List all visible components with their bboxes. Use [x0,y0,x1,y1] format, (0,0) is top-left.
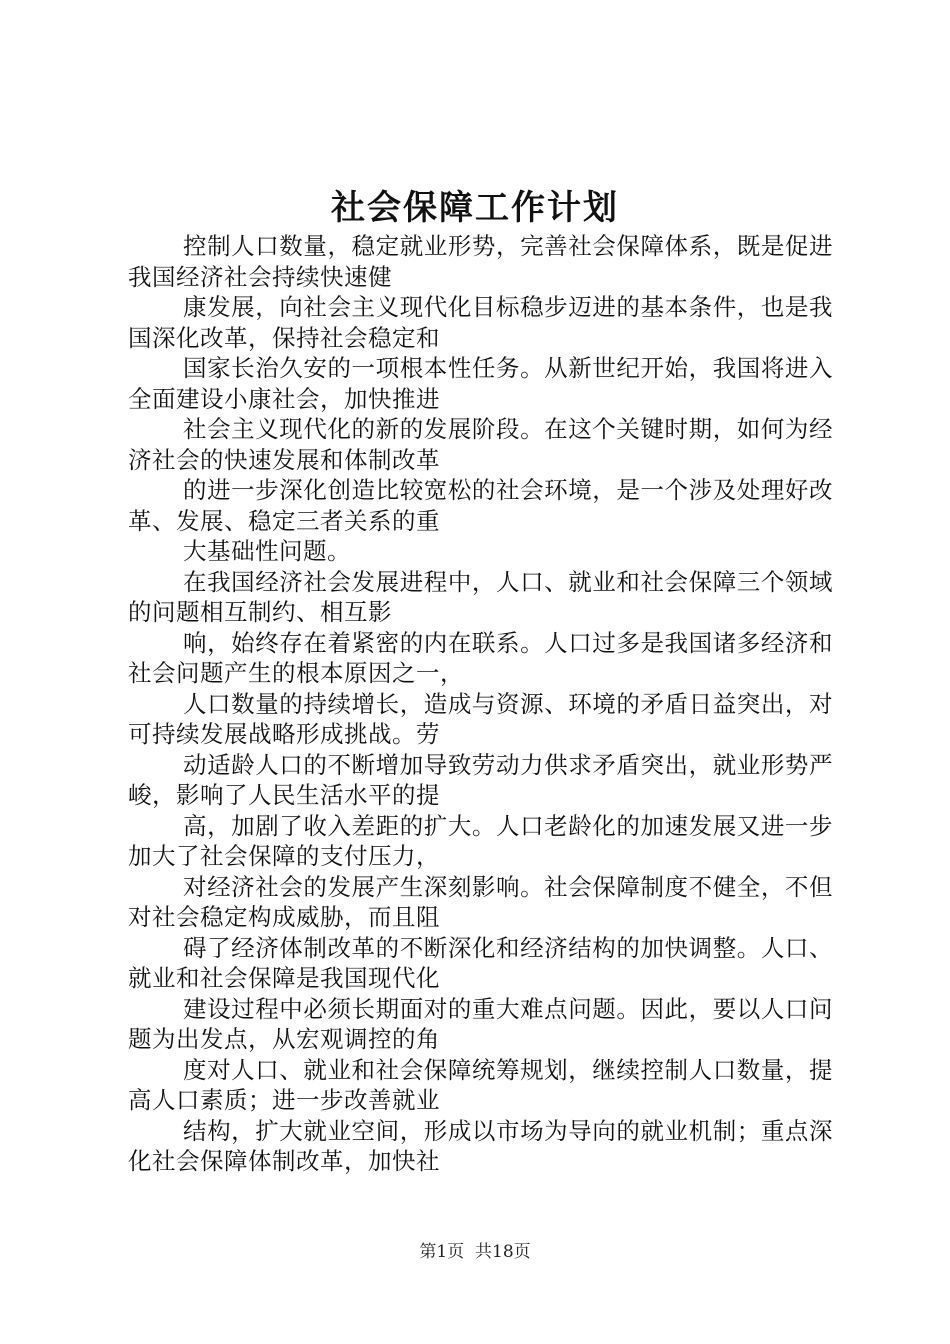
paragraph: 高，加剧了收入差距的扩大。人口老龄化的加速发展又进一步加大了社会保障的支付压力， [128,811,833,870]
paragraph: 动适龄人口的不断增加导致劳动力供求矛盾突出，就业形势严峻，影响了人民生活水平的提 [128,750,833,809]
paragraph: 康发展，向社会主义现代化目标稳步迈进的基本条件，也是我国深化改革，保持社会稳定和 [128,293,833,352]
paragraph: 建设过程中必须长期面对的重大难点问题。因此，要以人口问题为出发点，从宏观调控的角 [128,994,833,1053]
paragraph: 对经济社会的发展产生深刻影响。社会保障制度不健全，不但对社会稳定构成威胁，而且阻 [128,872,833,931]
page-number: 第1页 [419,1242,465,1262]
footer-spacer [464,1242,475,1262]
page-total: 共18页 [475,1242,531,1262]
paragraph: 控制人口数量，稳定就业形势，完善社会保障体系，既是促进我国经济社会持续快速健 [128,232,833,291]
paragraph: 大基础性问题。 [183,537,351,565]
document-body [128,231,833,1177]
paragraph: 的进一步深化创造比较宽松的社会环境，是一个涉及处理好改革、发展、稳定三者关系的重 [128,476,833,535]
paragraph: 响，始终存在着紧密的内在联系。人口过多是我国诸多经济和社会问题产生的根本原因之一， [128,628,833,687]
paragraph: 人口数量的持续增长，造成与资源、环境的矛盾日益突出，对可持续发展战略形成挑战。劳 [128,689,833,748]
paragraph: 社会主义现代化的新的发展阶段。在这个关键时期，如何为经济社会的快速发展和体制改革 [128,415,833,474]
document-title: 社会保障工作计划 [331,188,619,228]
paragraph: 结构，扩大就业空间，形成以市场为导向的就业机制；重点深化社会保障体制改革，加快社 [128,1116,833,1175]
paragraph: 碍了经济体制改革的不断深化和经济结构的加快调整。人口、就业和社会保障是我国现代化 [128,933,833,992]
paragraph: 在我国经济社会发展进程中，人口、就业和社会保障三个领域的问题相互制约、相互影 [128,567,833,626]
paragraph: 度对人口、就业和社会保障统筹规划，继续控制人口数量，提高人口素质；进一步改善就业 [128,1055,833,1114]
paragraph: 国家长治久安的一项根本性任务。从新世纪开始，我国将进入全面建设小康社会，加快推进 [128,354,833,413]
page-footer [0,1240,950,1264]
